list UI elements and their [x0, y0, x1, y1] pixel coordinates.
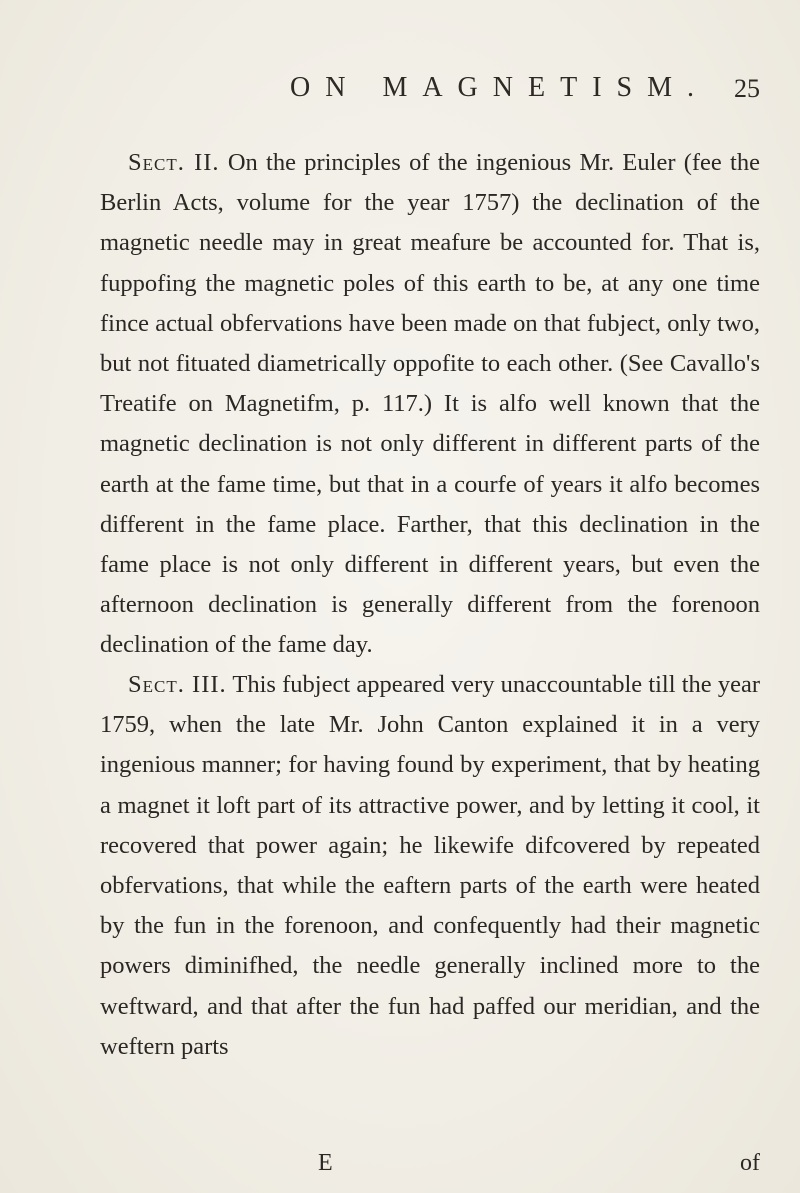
- section-label: Sect. II.: [128, 149, 220, 176]
- paragraph-section-3: [100, 665, 760, 1067]
- page-number: 25: [734, 74, 760, 103]
- running-head: [290, 72, 760, 112]
- paragraph-text: [100, 665, 760, 1067]
- paragraph-section-2: [100, 143, 760, 666]
- paragraph-body: This fubject appeared very unaccountable till the year 1759, when the late Mr. John Canton explained it in a very ingenious manner; for having found by experiment, that by heating a magnet it loft part of its attractive power, and by letting it cool, it recovered that power again; he likewife difcovered by repeated obfervations, that while the eaftern parts of the earth were heated by the fun in the forenoon, and confequently had their magnetic powers diminifhed, the needle generally inclined more to the weftward, and that after the fun had paffed our meridian, and the weftern parts: [100, 671, 761, 1060]
- footer-row: [100, 1150, 760, 1184]
- running-title: ON MAGNETISM.: [290, 72, 709, 103]
- section-label: Sect. III.: [128, 671, 227, 698]
- signature-mark: E: [318, 1150, 333, 1176]
- paragraph-body: On the principles of the ingenious Mr. Euler (fee the Berlin Acts, volume for the year 1757) the declination of the magnetic needle may in great meafure be accounted for. That is, fuppofing the magnetic poles of this earth to be, at any one time fince actual obfervations have been made on that fubject, only two, but not fituated diametrically oppofite to each other. (See Cavallo's Treatife on Magnetifm, p. 117.) It is alfo well known that the magnetic declination is not only different in different parts of the earth at the fame time, but that in a courfe of years it alfo becomes different in the fame place. Farther, that this declination in the fame place is not only different in different years, but even the afternoon declination is generally different from the forenoon declination of the fame day.: [100, 149, 760, 659]
- catchword: of: [740, 1150, 760, 1176]
- paragraph-text: [100, 143, 760, 666]
